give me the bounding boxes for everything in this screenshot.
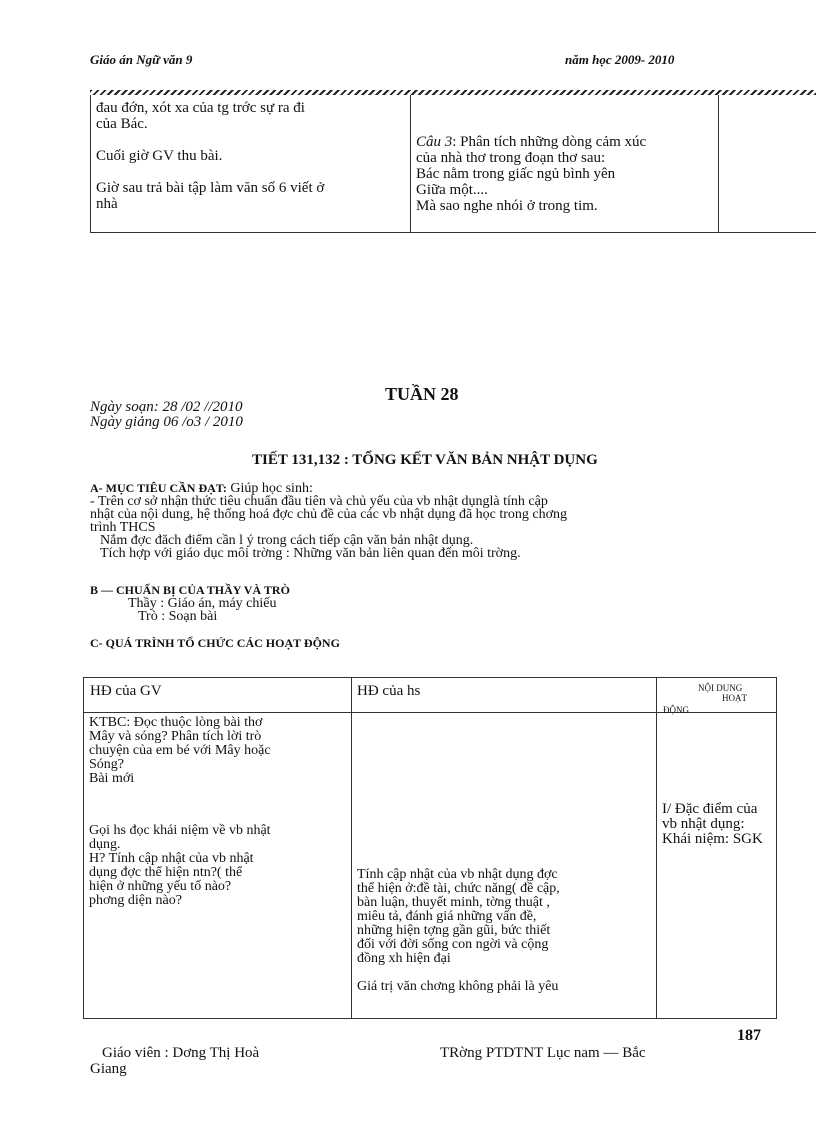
text-line: chuyện của em bé với Mây hoặc bbox=[89, 743, 271, 758]
header-right: năm học 2009- 2010 bbox=[565, 52, 675, 67]
footer-right: TRờng PTDTNT Lục nam — Bắc bbox=[440, 1045, 646, 1061]
page-number: 187 bbox=[737, 1027, 761, 1044]
header-hs: HĐ của hs bbox=[357, 683, 421, 699]
question-label: Câu 3 bbox=[416, 134, 453, 150]
text-line: - Trên cơ sở nhận thức tiêu chuẩn đầu tiên và chủ yếu của vb nhật dụnglà tính cập bbox=[90, 494, 548, 509]
text-line: phơng diện nào? bbox=[89, 893, 182, 908]
section-a-intro: Giúp học sinh: bbox=[226, 481, 313, 496]
text-line: Bác nằm trong giấc ngủ bình yên bbox=[416, 166, 616, 182]
section-a-label: A- MỤC TIÊU CẦN ĐẠT: bbox=[90, 481, 227, 495]
section-b-label: B — CHUẨN BỊ CỦA THẦY VÀ TRÒ bbox=[90, 583, 290, 597]
text-line: Thầy : Giáo án, máy chiếu bbox=[128, 596, 277, 611]
text-line: của nhà thơ trong đoạn thơ sau: bbox=[416, 150, 606, 166]
nd-column bbox=[662, 802, 774, 847]
text-line: I/ Đặc điểm của bbox=[662, 801, 758, 817]
week-heading: TUẦN 28 bbox=[385, 384, 459, 404]
text-line: thể hiện ở:đề tài, chức năng( đề cập, bbox=[357, 881, 560, 896]
date-soan: Ngày soạn: 28 /02 //2010 bbox=[90, 399, 243, 415]
header-gv: HĐ của GV bbox=[90, 683, 162, 699]
text-line: đau đớn, xót xa của tg trớc sự ra đi bbox=[96, 100, 305, 116]
header-nd-1: NỘI DUNG bbox=[698, 683, 743, 693]
text-line: Gọi hs đọc khái niệm về vb nhật bbox=[89, 823, 271, 838]
dates bbox=[90, 400, 243, 430]
text-line: Cuối giờ GV thu bài. bbox=[96, 148, 223, 164]
text-line: dụng đợc thể hiện ntn?( thể bbox=[89, 865, 243, 880]
text-line: Mà sao nghe nhói ở trong tim. bbox=[416, 198, 598, 214]
text-line: miêu tả, đánh giá những vấn đề, bbox=[357, 909, 537, 924]
text-line: đồng xh hiện đại bbox=[357, 951, 451, 966]
section-b bbox=[90, 584, 290, 623]
section-a bbox=[90, 482, 790, 560]
text-line: Tích hợp với giáo dục môi trờng : Những văn bản liên quan đến môi trờng. bbox=[100, 546, 521, 561]
text-line: bàn luận, thuyết minh, tờng thuật , bbox=[357, 895, 550, 910]
text-line: những hiện tợng gần gũi, bức thiết bbox=[357, 923, 551, 938]
text-line: KTBC: Đọc thuộc lòng bài thơ bbox=[89, 715, 263, 730]
date-giang: Ngày giảng 06 /o3 / 2010 bbox=[90, 414, 243, 430]
footer-teacher-cont: Giang bbox=[90, 1061, 127, 1077]
text-line: Tính cập nhật của vb nhật dụng đợc bbox=[357, 868, 558, 882]
header-left: Giáo án Ngữ văn 9 bbox=[90, 52, 193, 67]
footer-teacher: Giáo viên : Dơng Thị Hoà bbox=[102, 1045, 260, 1061]
text-line: Bài mới bbox=[89, 771, 135, 786]
header-divider bbox=[90, 90, 816, 95]
text-line: Giờ sau trả bài tập làm văn số 6 viết ở bbox=[96, 180, 325, 196]
text-line: nhật của nội dung, hệ thống hoá đợc chủ đề của các vb nhật dụng đã học trong chơng bbox=[90, 507, 568, 522]
text-line: Trò : Soạn bài bbox=[138, 609, 218, 624]
text-line: dụng. bbox=[89, 837, 121, 852]
section-c-label: C- QUÁ TRÌNH TỔ CHỨC CÁC HOẠT ĐỘNG bbox=[90, 636, 340, 650]
text-line: Khái niệm: SGK bbox=[662, 831, 763, 847]
text-line: nhà bbox=[96, 196, 118, 212]
text-line: H? Tính cập nhật của vb nhật bbox=[89, 851, 254, 866]
text-line: Giữa một.... bbox=[416, 182, 488, 198]
lesson-title: TIẾT 131,132 : TỔNG KẾT VĂN BẢN NHẬT DỤNG bbox=[252, 452, 598, 468]
text-line: vb nhật dụng: bbox=[662, 816, 745, 832]
header-nd-3: ĐỘNG bbox=[663, 705, 689, 715]
text-line: đối với đời sống con ngời và cộng bbox=[357, 937, 549, 952]
text-line: Giá trị văn chơng không phải là yêu bbox=[357, 979, 559, 994]
text-line: Nắm đợc đăch điểm cần l ý trong cách tiếp cận văn bản nhật dụng. bbox=[100, 533, 474, 548]
text-line: : Phân tích những dòng cảm xúc bbox=[452, 134, 647, 150]
text-line: hiện ở những yếu tố nào? bbox=[89, 879, 232, 894]
footer-left bbox=[90, 1045, 259, 1077]
hs-column bbox=[357, 868, 655, 1018]
text-line: của Bác. bbox=[96, 116, 148, 132]
text-line: trình THCS bbox=[90, 520, 156, 535]
header-nd-2: HOẠT bbox=[722, 693, 747, 703]
text-line: Sóng? bbox=[89, 757, 124, 772]
gv-column bbox=[89, 716, 349, 908]
top-table-col2 bbox=[416, 134, 716, 214]
top-table-col1 bbox=[96, 100, 406, 212]
text-line: Mây và sóng? Phân tích lời trò bbox=[89, 729, 262, 744]
